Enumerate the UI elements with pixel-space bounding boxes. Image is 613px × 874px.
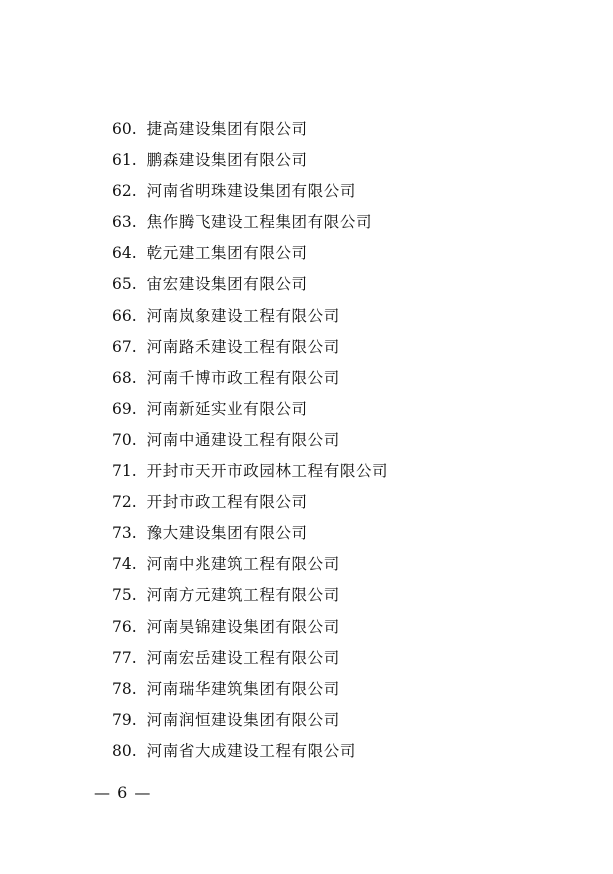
- item-number: 65.: [112, 275, 137, 294]
- item-number: 64.: [112, 244, 137, 263]
- item-number: 76.: [112, 617, 137, 636]
- company-name: 河南千博市政工程有限公司: [146, 368, 340, 387]
- item-number: 61.: [112, 151, 137, 170]
- item-number: 71.: [112, 462, 137, 481]
- item-number: 73.: [112, 524, 137, 543]
- list-item: [112, 612, 388, 643]
- item-number: 66.: [112, 306, 137, 325]
- company-name: 乾元建工集团有限公司: [146, 244, 308, 263]
- company-name: 开封市天开市政园林工程有限公司: [146, 462, 389, 481]
- list-item: [112, 114, 388, 145]
- item-number: 60.: [112, 120, 137, 138]
- item-number: 79.: [112, 710, 137, 729]
- list-item: [112, 580, 388, 611]
- company-name: 河南方元建筑工程有限公司: [146, 586, 340, 605]
- item-number: 77.: [112, 648, 137, 667]
- list-item: [112, 674, 388, 705]
- company-name: 河南新延实业有限公司: [146, 399, 308, 418]
- company-name: 开封市政工程有限公司: [146, 493, 308, 512]
- company-list: [112, 114, 388, 767]
- list-item: [112, 549, 388, 580]
- company-name: 河南岚象建设工程有限公司: [146, 306, 340, 325]
- list-item: [112, 238, 388, 269]
- company-name: 宙宏建设集团有限公司: [146, 275, 308, 294]
- item-number: 80.: [112, 741, 137, 760]
- item-number: 74.: [112, 555, 137, 574]
- list-item: [112, 269, 388, 300]
- item-number: 72.: [112, 493, 137, 512]
- company-name: 河南昊锦建设集团有限公司: [146, 617, 340, 636]
- item-number: 68.: [112, 368, 137, 387]
- page-number: — 6 —: [94, 783, 152, 802]
- list-item: [112, 145, 388, 176]
- list-item: [112, 705, 388, 736]
- list-item: [112, 643, 388, 674]
- company-name: 河南润恒建设集团有限公司: [146, 710, 340, 729]
- company-name: 河南宏岳建设工程有限公司: [146, 648, 340, 667]
- item-number: 78.: [112, 679, 137, 698]
- item-number: 70.: [112, 430, 137, 449]
- item-number: 75.: [112, 586, 137, 605]
- list-item: [112, 518, 388, 549]
- company-name: 河南省大成建设工程有限公司: [146, 741, 356, 760]
- list-item: [112, 456, 388, 487]
- item-number: 69.: [112, 399, 137, 418]
- list-item: [112, 487, 388, 518]
- list-item: [112, 207, 388, 238]
- list-item: [112, 736, 388, 767]
- company-name: 河南瑞华建筑集团有限公司: [146, 679, 340, 698]
- item-number: 63.: [112, 213, 137, 232]
- company-name: 河南中兆建筑工程有限公司: [146, 555, 340, 574]
- company-name: 焦作腾飞建设工程集团有限公司: [146, 213, 373, 232]
- list-item: [112, 301, 388, 332]
- item-number: 67.: [112, 337, 137, 356]
- list-item: [112, 332, 388, 363]
- list-item: [112, 363, 388, 394]
- list-item: [112, 394, 388, 425]
- list-item: [112, 425, 388, 456]
- company-name: 鹏森建设集团有限公司: [146, 151, 308, 170]
- item-number: 62.: [112, 182, 137, 201]
- company-name: 河南中通建设工程有限公司: [146, 430, 340, 449]
- list-item: [112, 176, 388, 207]
- company-name: 捷高建设集团有限公司: [146, 120, 308, 138]
- company-name: 豫大建设集团有限公司: [146, 524, 308, 543]
- company-name: 河南省明珠建设集团有限公司: [146, 182, 356, 201]
- company-name: 河南路禾建设工程有限公司: [146, 337, 340, 356]
